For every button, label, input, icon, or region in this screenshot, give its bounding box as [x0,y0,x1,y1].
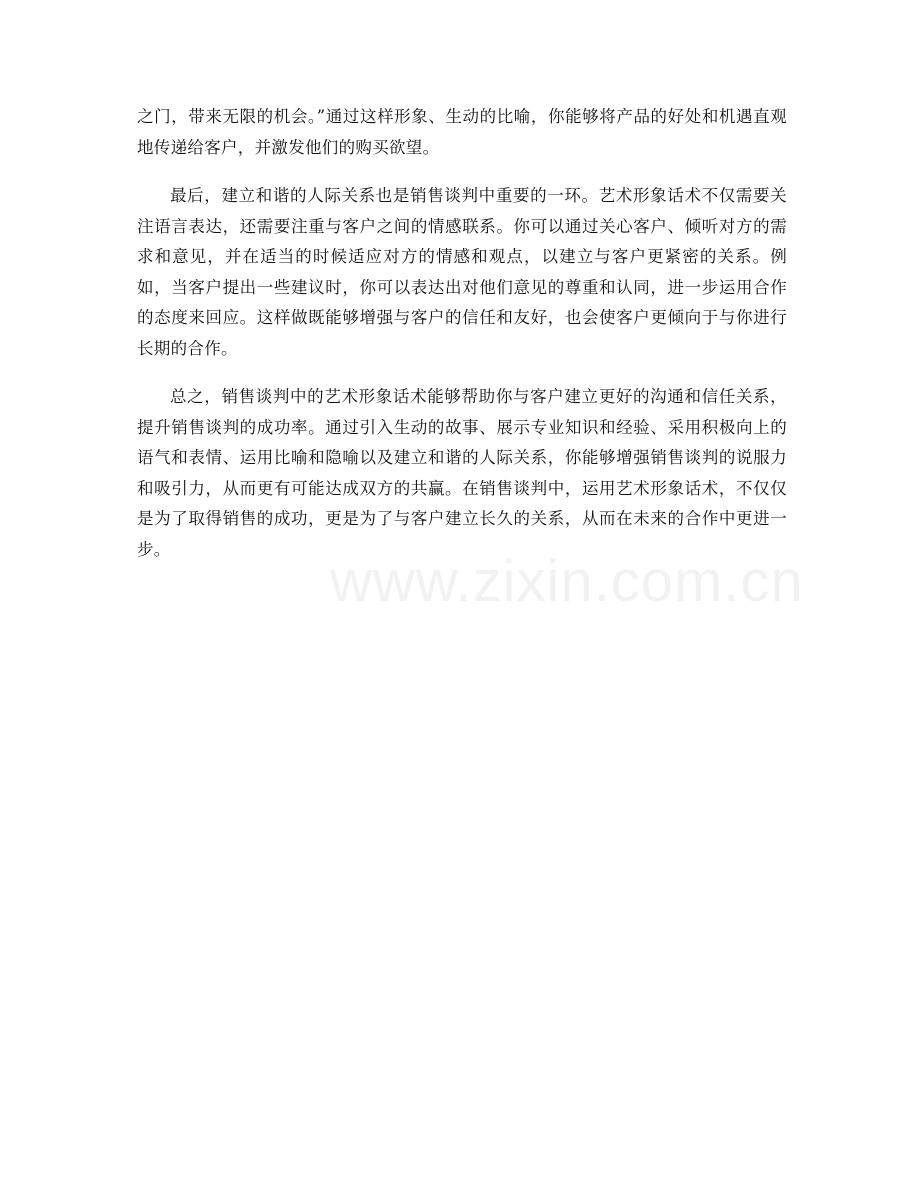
watermark: www.zixin.com.cn [330,549,804,614]
paragraph-relationship: 最后，建立和谐的人际关系也是销售谈判中重要的一环。艺术形象话术不仅需要关注语言表达，还需要注重与客户之间的情感联系。你可以通过关心客户、倾听对方的需求和意见，并在适当的时候适应对方的情感和观点，以建立与客户更紧密的关系。例如，当客户提出一些建议时，你可以表达出对他们意见的尊重和认同，进一步运用合作的态度来回应。这样做既能够增强与客户的信任和友好，也会使客户更倾向于与你进行长期的合作。 [137,186,787,358]
paragraph-conclusion: 总之，销售谈判中的艺术形象话术能够帮助你与客户建立更好的沟通和信任关系，提升销售谈判的成功率。通过引入生动的故事、展示专业知识和经验、采用积极向上的语气和表情、运用比喻和隐喻以及建立和谐的人际关系，你能够增强销售谈判的说服力和吸引力，从而更有可能达成双方的共赢。在销售谈判中，运用艺术形象话术，不仅仅是为了取得销售的成功，更是为了与客户建立长久的关系，从而在未来的合作中更进一步。 [137,387,787,559]
paragraph-continuation: 之门，带来无限的机会。”通过这样形象、生动的比喻，你能够将产品的好处和机遇直观地传递给客户，并激发他们的购买欲望。 [137,107,787,157]
document-body [137,102,787,583]
